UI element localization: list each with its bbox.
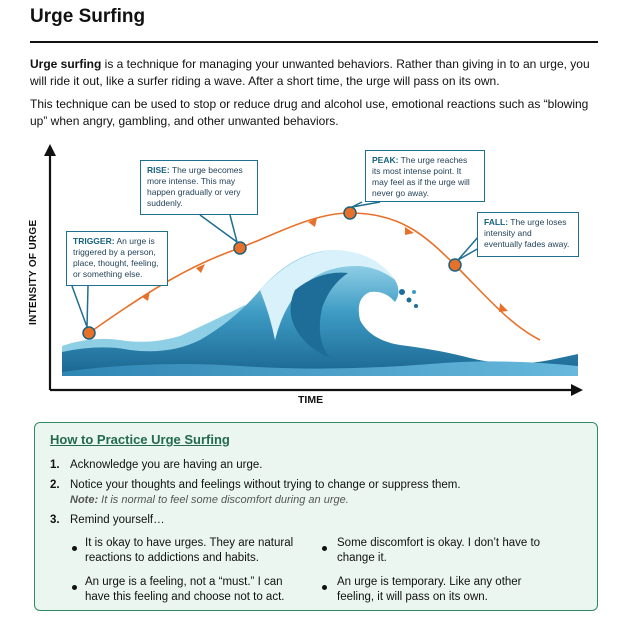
intro-p1-text: is a technique for managing your unwanted behaviors. Rather than giving in to an urge, you will ride it out, like a surfer riding a wave. After a short time, the urge will pass on its own. (30, 57, 590, 88)
peak-text: The urge reaches its most intense point. It may feel as if the urge will never go away. (372, 155, 470, 198)
trigger-text: An urge is triggered by a person, place, thought, feeling, or something else. (73, 236, 159, 279)
step-1-text: Acknowledge you are having an urge. (70, 459, 263, 471)
peak-callout (365, 150, 485, 202)
reminder-item: An urge is a feeling, not a “must.” I can have this feeling and choose not to act. (85, 576, 285, 603)
bullet-dot (72, 546, 77, 551)
bullet-dot (322, 585, 327, 590)
bullet-dot (322, 546, 327, 551)
step-3-text: Remind yourself… (70, 514, 165, 526)
rise-text: The urge becomes more intense. This may happen gradually or very suddenly. (147, 165, 243, 208)
page-title: Urge Surfing (30, 6, 146, 27)
peak-heading: PEAK: (372, 155, 399, 165)
trigger-marker (83, 327, 95, 339)
fall-callout (477, 212, 579, 257)
note-label: Note: (70, 494, 99, 506)
step-1-number: 1. (50, 459, 60, 471)
rise-callout (140, 160, 258, 215)
fall-text: The urge loses intensity and eventually fades away. (484, 217, 570, 249)
fall-heading: FALL: (484, 217, 509, 227)
fall-marker (449, 259, 461, 271)
step-2-note (70, 494, 349, 506)
trigger-heading: TRIGGER: (73, 236, 115, 246)
intro-term: Urge surfing (30, 57, 102, 71)
reminder-item: An urge is temporary. Like any other feeling, it will pass on its own. (337, 576, 522, 603)
peak-marker (344, 207, 356, 219)
reminder-item: It is okay to have urges. They are natural reactions to addictions and habits. (85, 537, 294, 564)
y-axis-label: INTENSITY OF URGE (28, 219, 39, 325)
bullet-dot (72, 585, 77, 590)
intro-paragraph-2: This technique can be used to stop or reduce drug and alcohol use, emotional reactions such as “blowing up” when angry, gambling, and other unwanted behaviors. (30, 97, 589, 128)
intro-paragraph-1 (30, 56, 598, 89)
step-3-number: 3. (50, 514, 60, 526)
step-2-number: 2. (50, 479, 60, 491)
step-2 (50, 478, 461, 493)
reminder-item: Some discomfort is okay. I don’t have to change it. (337, 537, 541, 564)
x-axis-label: TIME (298, 394, 324, 406)
note-text: It is normal to feel some discomfort during an urge. (98, 494, 349, 506)
step-1 (50, 458, 262, 473)
rise-marker (234, 242, 246, 254)
trigger-callout (66, 231, 168, 286)
title-divider (30, 41, 598, 43)
step-2-text: Notice your thoughts and feelings without trying to change or suppress them. (70, 479, 461, 491)
rise-heading: RISE: (147, 165, 170, 175)
step-3 (50, 513, 165, 528)
practice-title: How to Practice Urge Surfing (50, 432, 230, 447)
